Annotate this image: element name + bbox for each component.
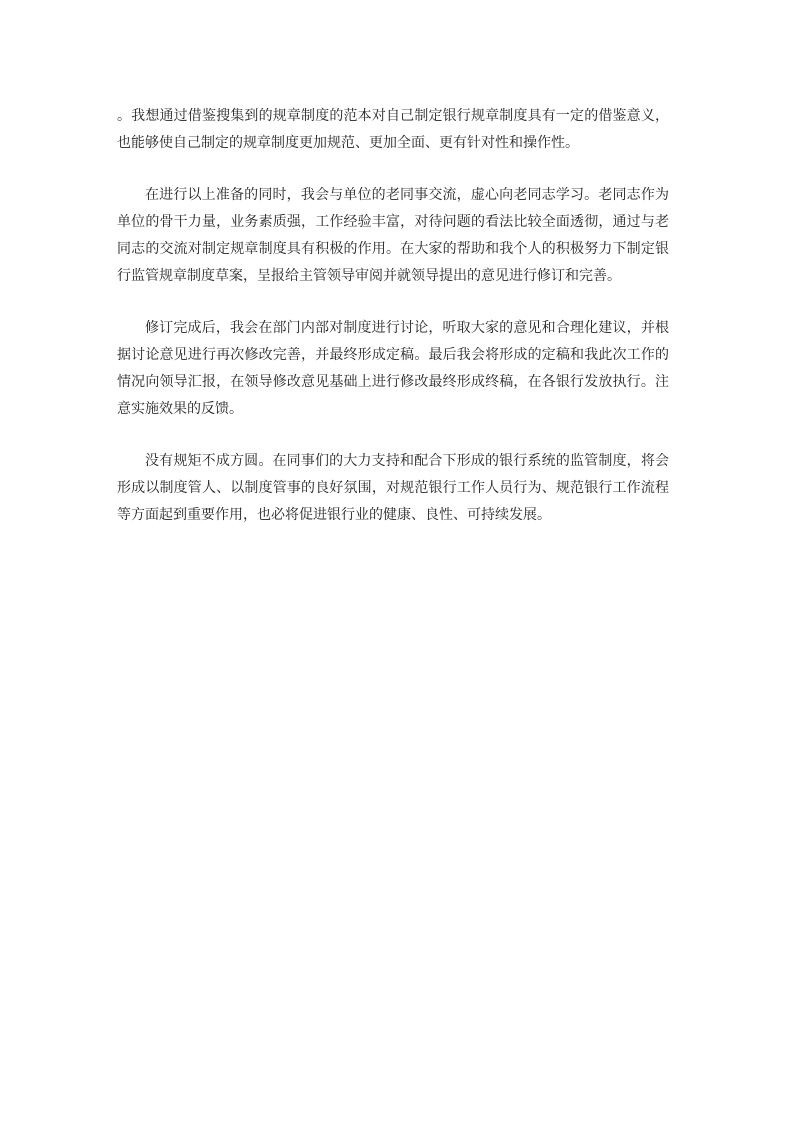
document-body [117, 103, 669, 554]
paragraph-1: 。我想通过借鉴搜集到的规章制度的范本对自己制定银行规章制度具有一定的借鉴意义，也能够使自己制定的规章制度更加规范、更加全面、更有针对性和操作性。 [117, 108, 669, 151]
paragraph-4: 没有规矩不成方圆。在同事们的大力支持和配合下形成的银行系统的监管制度，将会形成以制度管人、以制度管事的良好氛围，对规范银行工作人员行为、规范银行工作流程等方面起到重要作用，也必将促进银行业的健康、良性、可持续发展。 [117, 453, 669, 523]
paragraph-3: 修订完成后，我会在部门内部对制度进行讨论，听取大家的意见和合理化建议，并根据讨论意见进行再次修改完善，并最终形成定稿。最后我会将形成的定稿和我此次工作的情况向领导汇报，在领导修改意见基础上进行修改最终形成终稿，在各银行发放执行。注意实施效果的反馈。 [117, 320, 669, 417]
paragraph-2: 在进行以上准备的同时，我会与单位的老同事交流，虚心向老同志学习。老同志作为单位的骨干力量，业务素质强，工作经验丰富，对待问题的看法比较全面透彻，通过与老同志的交流对制定规章制度具有积极的作用。在大家的帮助和我个人的积极努力下制定银行监管规章制度草案，呈报给主管领导审阅并就领导提出的意见进行修订和完善。 [117, 187, 669, 284]
